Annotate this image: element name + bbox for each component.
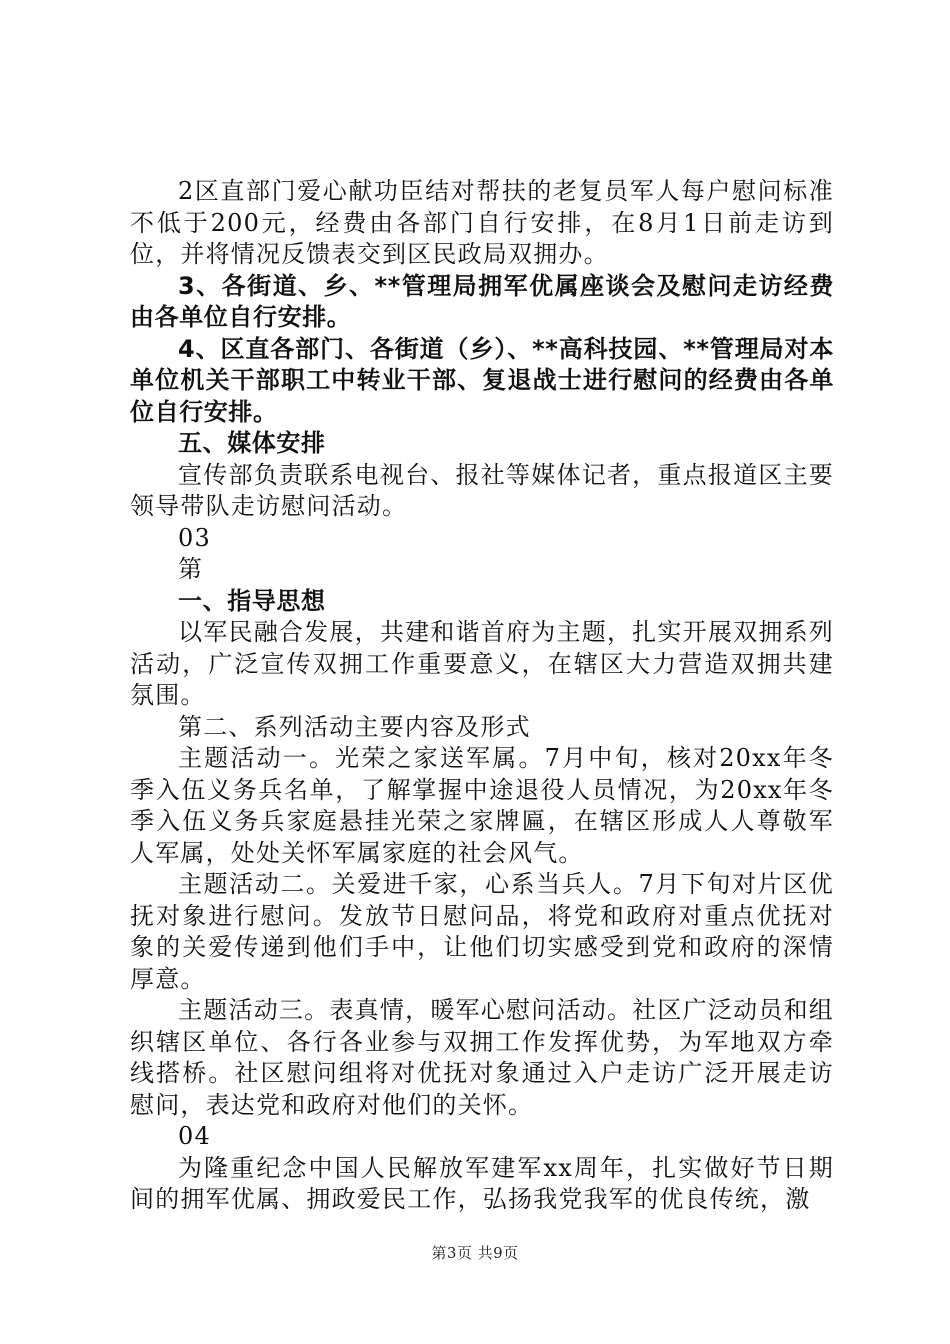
paragraph: 2区直部门爱心献功臣结对帮扶的老复员军人每户慰问标准不低于200元，经费由各部门自行安排，在8月1日前走访到位，并将情况反馈表交到区民政局双拥办。 <box>130 177 834 268</box>
paragraph: 宣传部负责联系电视台、报社等媒体记者，重点报道区主要领导带队走访慰问活动。 <box>130 460 834 520</box>
paragraph: 主题活动二。关爱进千家，心系当兵人。7月下旬对片区优抚对象进行慰问。发放节日慰问品，将党和政府对重点优抚对象的关爱传递到他们手中，让他们切实感受到党和政府的深情厚意。 <box>130 870 834 993</box>
paragraph: 4、区直各部门、各街道（乡）、**高科技园、**管理局对本单位机关干部职工中转业干部、复退战士进行慰问的经费由各单位自行安排。 <box>130 334 834 426</box>
document-body <box>130 176 834 1216</box>
section-heading: 一、指导思想 <box>178 586 326 615</box>
paragraph: 主题活动一。光荣之家送军属。7月中旬，核对20xx年冬季入伍义务兵名单，了解掌握中途退役人员情况，为20xx年冬季入伍义务兵家庭悬挂光荣之家牌匾，在辖区形成人人尊敬军人军属，处处关怀军属家庭的社会风气。 <box>130 744 834 867</box>
page-footer: 第3页 共9页 <box>431 1244 519 1262</box>
section-heading: 五、媒体安排 <box>178 429 326 457</box>
paragraph: 主题活动三。表真情，暖军心慰问活动。社区广泛动员和组织辖区单位、各行各业参与双拥工作发挥优势，为军地双方牵线搭桥。社区慰问组将对优抚对象通过入户走访广泛开展走访慰问，表达党和政府对他们的关怀。 <box>130 996 834 1119</box>
paragraph: 为隆重纪念中国人民解放军建军xx周年，扎实做好节日期间的拥军优属、拥政爱民工作，弘扬我党我军的优良传统，激 <box>130 1153 834 1213</box>
section-heading: 第二、系列活动主要内容及形式 <box>178 712 531 741</box>
section-number: 04 <box>178 1122 211 1150</box>
paragraph: 3、各街道、乡、**管理局拥军优属座谈会及慰问走访经费由各单位自行安排。 <box>130 271 834 331</box>
section-number: 03 <box>178 523 211 552</box>
paragraph: 第 <box>178 555 204 583</box>
paragraph: 以军民融合发展，共建和谐首府为主题，扎实开展双拥系列活动，广泛宣传双拥工作重要意义，在辖区大力营造双拥共建氛围。 <box>130 618 834 709</box>
